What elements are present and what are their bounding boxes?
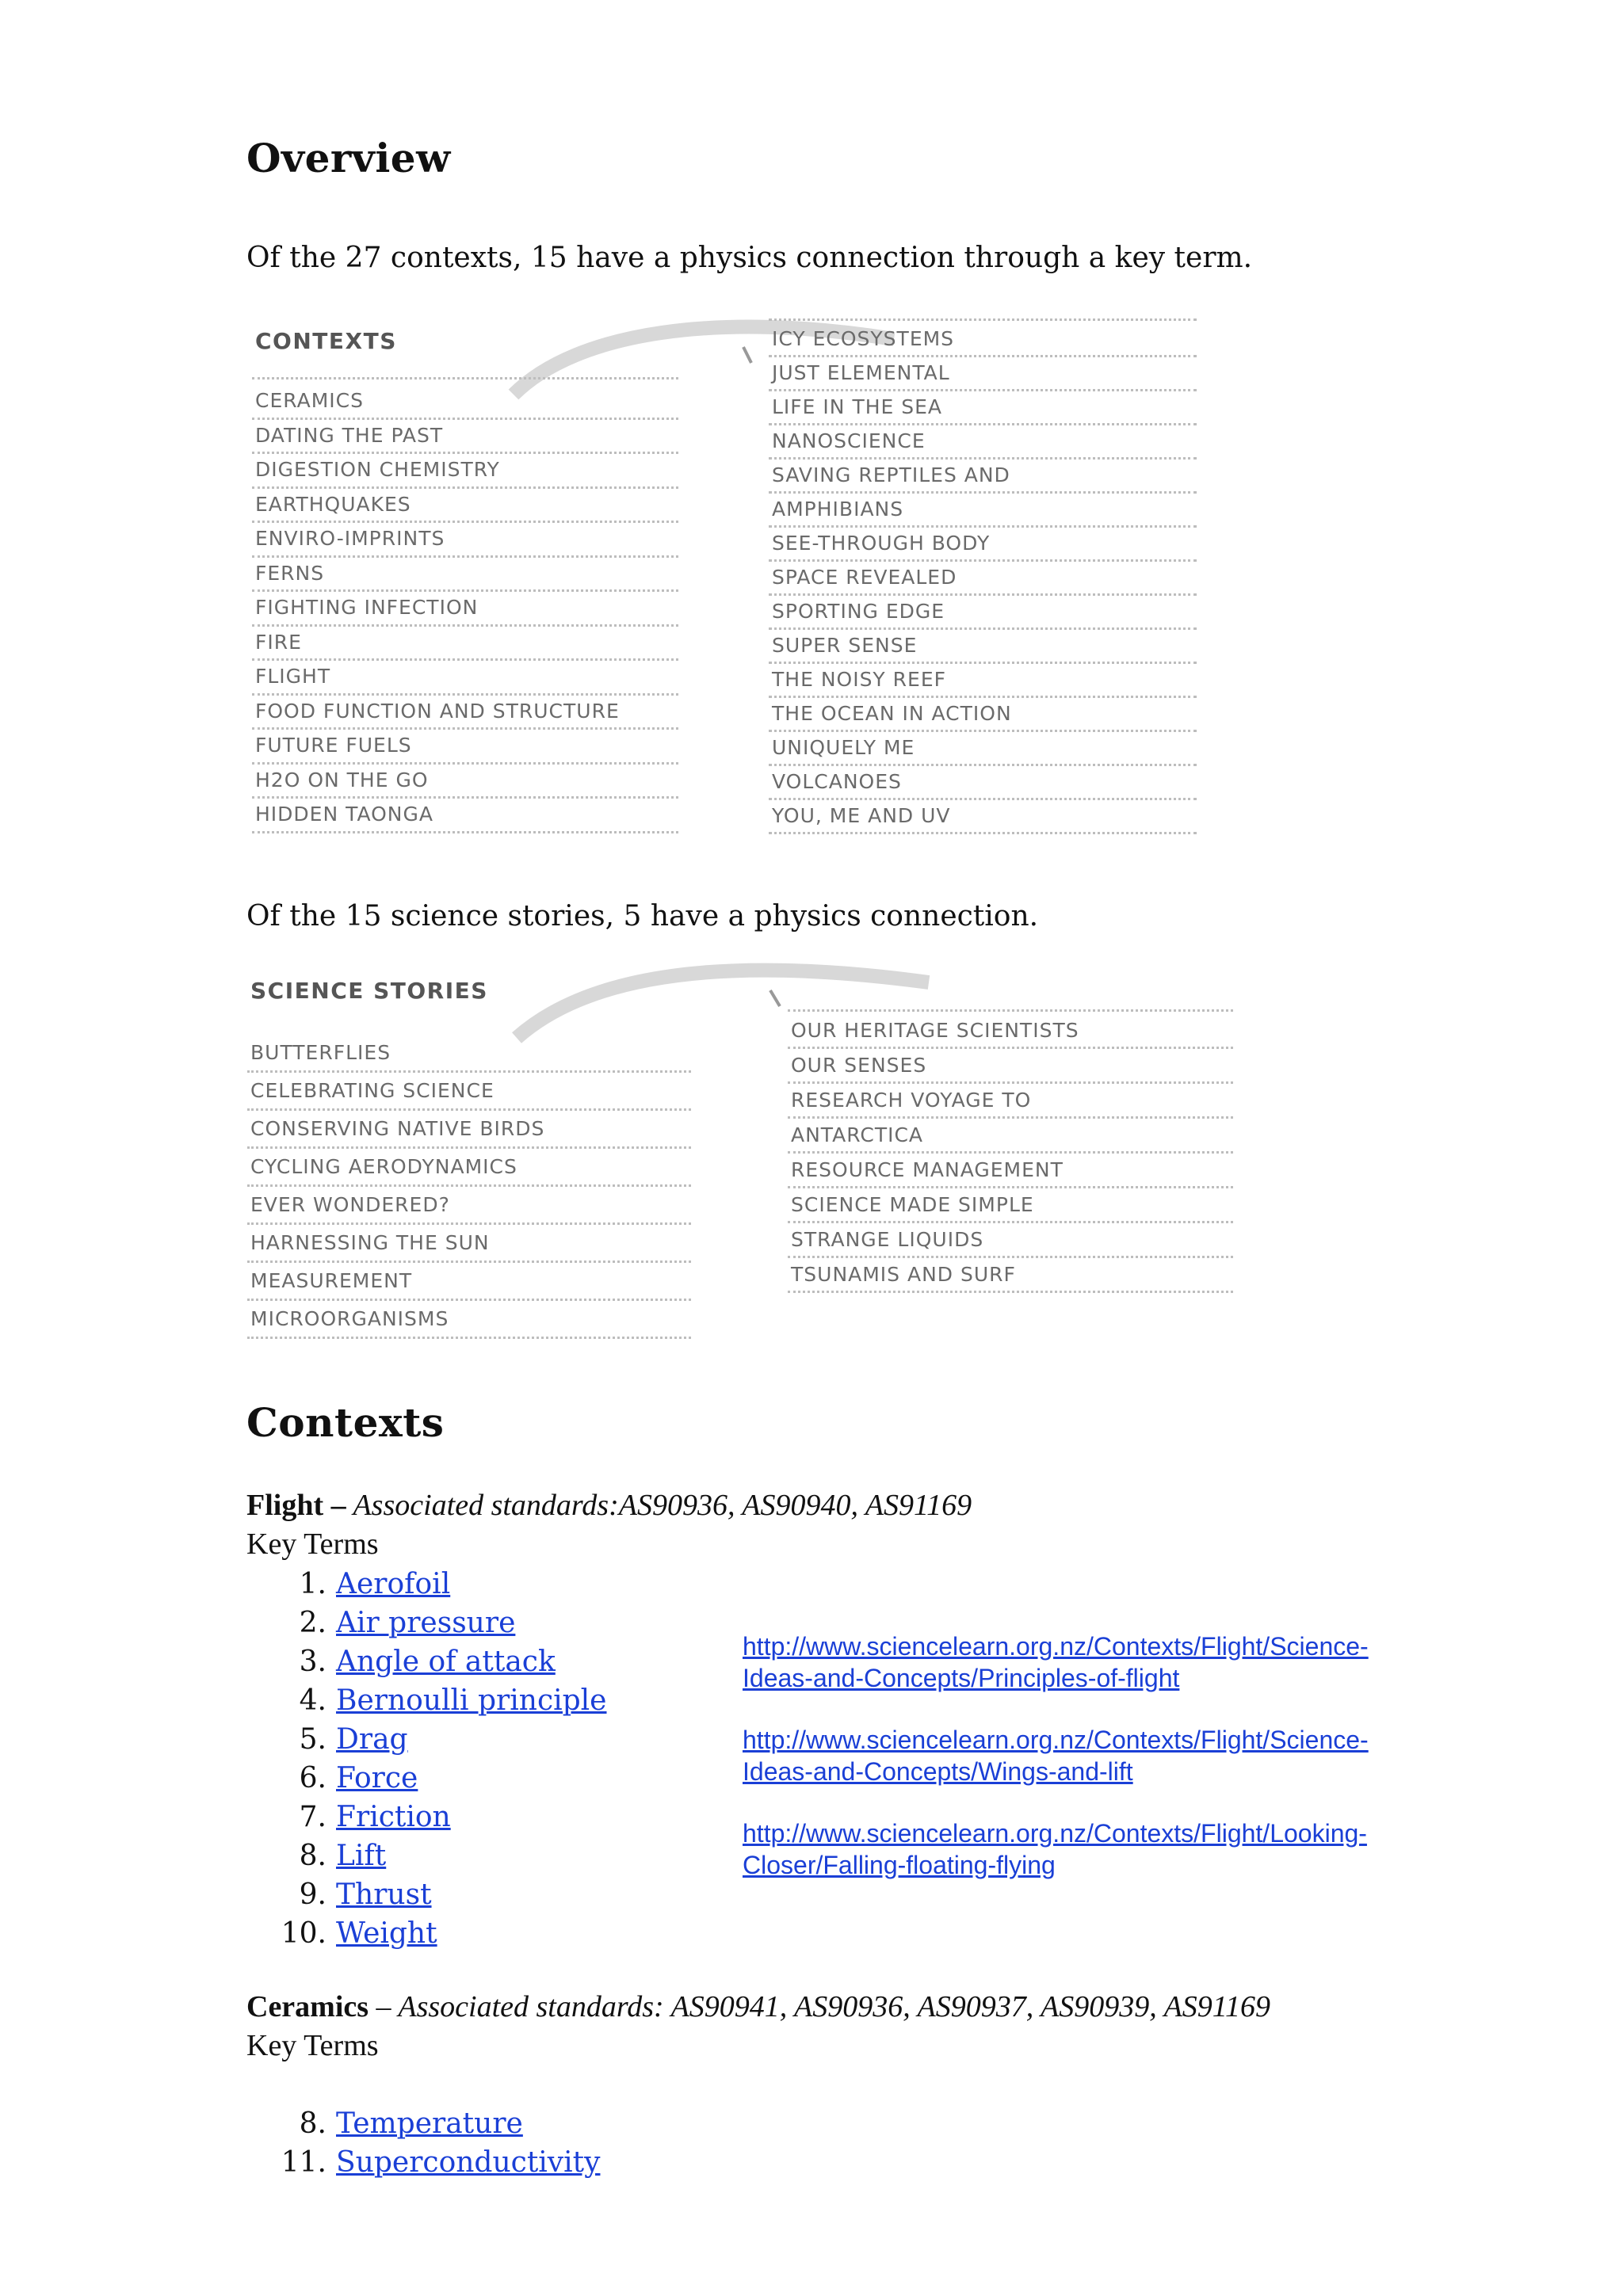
ceramics-terms-list [276,2104,600,2182]
list-item: SPORTING EDGE [769,596,1197,630]
resource-link-text: Ideas-and-Concepts/Principles-of-flight [743,1664,1180,1692]
term-link[interactable]: Friction [336,1801,451,1833]
list-item: FERNS [252,558,678,593]
list-item: ENVIRO-IMPRINTS [252,523,678,558]
list-item: ICY ECOSYSTEMS [769,323,1197,357]
list-item [276,2104,600,2143]
stories-right-column [788,1014,1233,1293]
list-item: STRANGE LIQUIDS [788,1223,1233,1258]
list-item: LIFE IN THE SEA [769,391,1197,425]
stories-box [247,959,1246,1347]
resource-link-text: http://www.sciencelearn.org.nz/Contexts/Flight/Looking- [743,1819,1367,1848]
list-item: FOOD FUNCTION AND STRUCTURE [252,696,678,730]
list-item [276,1642,607,1681]
list-number: 7. [299,1801,327,1833]
list-item: SPACE REVEALED [769,562,1197,596]
ceramics-heading [246,1988,1270,2026]
list-number: 4. [299,1684,327,1717]
term-link[interactable]: Weight [336,1917,437,1950]
term-link[interactable]: Bernoulli principle [336,1684,607,1717]
list-item: JUST ELEMENTAL [769,357,1197,391]
ceramics-key-terms-label: Key Terms [246,2029,379,2062]
list-item: DATING THE PAST [252,420,678,455]
list-item: MEASUREMENT [247,1263,691,1301]
resource-link[interactable] [743,1724,1369,1787]
list-item: NANOSCIENCE [769,425,1197,460]
list-item: MICROORGANISMS [247,1301,691,1339]
list-item: HARNESSING THE SUN [247,1225,691,1263]
list-item [276,1565,607,1604]
term-link[interactable]: Force [336,1762,418,1794]
list-item: HIDDEN TAONGA [252,799,678,833]
list-item: H2O ON THE GO [252,765,678,799]
list-item: SUPER SENSE [769,630,1197,664]
contexts-divider [252,377,678,379]
list-item [276,1759,607,1798]
flight-terms-list [276,1565,607,1953]
resource-link[interactable] [743,1817,1369,1881]
list-item: VOLCANOES [769,766,1197,800]
list-item: TSUNAMIS AND SURF [788,1258,1233,1293]
list-item [276,1836,607,1875]
list-item: OUR HERITAGE SCIENTISTS [788,1014,1233,1049]
resource-link[interactable] [743,1630,1369,1694]
flight-links [743,1630,1369,1911]
term-link[interactable]: Temperature [336,2107,523,2140]
list-item: FIRE [252,627,678,662]
stories-intro: Of the 15 science stories, 5 have a physics connection. [246,900,1039,933]
flight-key-terms-label: Key Terms [246,1527,379,1561]
overview-heading: Overview [246,135,451,181]
list-item: CELEBRATING SCIENCE [247,1073,691,1111]
term-link[interactable]: Lift [336,1840,387,1872]
contexts-right-column [769,323,1197,834]
stories-right-divider [788,1009,1233,1012]
contexts-box [252,315,1203,838]
term-link[interactable]: Superconductivity [336,2146,601,2179]
contexts-box-title: CONTEXTS [255,328,397,354]
term-link[interactable]: Angle of attack [336,1646,556,1678]
list-item: CONSERVING NATIVE BIRDS [247,1111,691,1149]
list-item: SEE-THROUGH BODY [769,528,1197,562]
list-item: RESOURCE MANAGEMENT [788,1154,1233,1188]
term-link[interactable]: Drag [336,1723,408,1756]
list-number: 8. [299,1840,327,1872]
contexts-left-column [252,385,678,833]
list-number: 3. [299,1646,327,1678]
list-item: FUTURE FUELS [252,730,678,765]
list-item: UNIQUELY ME [769,732,1197,766]
list-number: 9. [299,1878,327,1911]
flight-standards: Associated standards:AS90936, AS90940, AS91169 [346,1489,972,1522]
list-item [276,1914,607,1953]
term-link[interactable]: Aerofoil [336,1568,451,1600]
list-number: 1. [299,1568,327,1600]
ceramics-name: Ceramics [246,1990,369,2023]
contexts-intro: Of the 27 contexts, 15 have a physics connection through a key term. [246,242,1253,274]
stories-box-title: SCIENCE STORIES [250,978,488,1004]
list-item: CERAMICS [252,385,678,420]
list-item: BUTTERFLIES [247,1035,691,1073]
list-number: 10. [281,1917,327,1950]
list-item [276,1720,607,1759]
list-item: FIGHTING INFECTION [252,592,678,627]
resource-link-text: http://www.sciencelearn.org.nz/Contexts/Flight/Science- [743,1632,1369,1661]
resource-link-text: Closer/Falling-floating-flying [743,1851,1056,1879]
contexts-heading: Contexts [246,1399,445,1446]
list-item: DIGESTION CHEMISTRY [252,454,678,489]
list-item: THE OCEAN IN ACTION [769,698,1197,732]
list-number: 11. [281,2146,327,2179]
list-item [276,2143,600,2182]
list-item: YOU, ME AND UV [769,800,1197,834]
contexts-right-divider [769,318,1197,321]
list-item: SCIENCE MADE SIMPLE [788,1188,1233,1223]
resource-link-text: Ideas-and-Concepts/Wings-and-lift [743,1757,1133,1786]
stories-left-column [247,1035,691,1339]
list-item [276,1604,607,1642]
term-link[interactable]: Thrust [336,1878,432,1911]
list-item: THE NOISY REEF [769,664,1197,698]
list-number: 6. [299,1762,327,1794]
list-number: 8. [299,2107,327,2140]
list-item: AMPHIBIANS [769,494,1197,528]
flight-name: Flight – [246,1489,346,1522]
list-item [276,1875,607,1914]
list-item: FLIGHT [252,661,678,696]
resource-link-text: http://www.sciencelearn.org.nz/Contexts/Flight/Science- [743,1726,1369,1754]
term-link[interactable]: Air pressure [336,1607,516,1639]
flight-heading [246,1486,972,1524]
list-item [276,1798,607,1836]
list-item [276,1681,607,1720]
list-item: ANTARCTICA [788,1119,1233,1154]
list-number: 5. [299,1723,327,1756]
list-item: OUR SENSES [788,1049,1233,1084]
list-item: EARTHQUAKES [252,489,678,524]
list-item: RESEARCH VOYAGE TO [788,1084,1233,1119]
list-item: CYCLING AERODYNAMICS [247,1149,691,1187]
list-item: EVER WONDERED? [247,1187,691,1225]
ceramics-standards: – Associated standards: AS90941, AS90936, AS90937, AS90939, AS91169 [369,1990,1270,2023]
list-item: SAVING REPTILES AND [769,460,1197,494]
list-number: 2. [299,1607,327,1639]
